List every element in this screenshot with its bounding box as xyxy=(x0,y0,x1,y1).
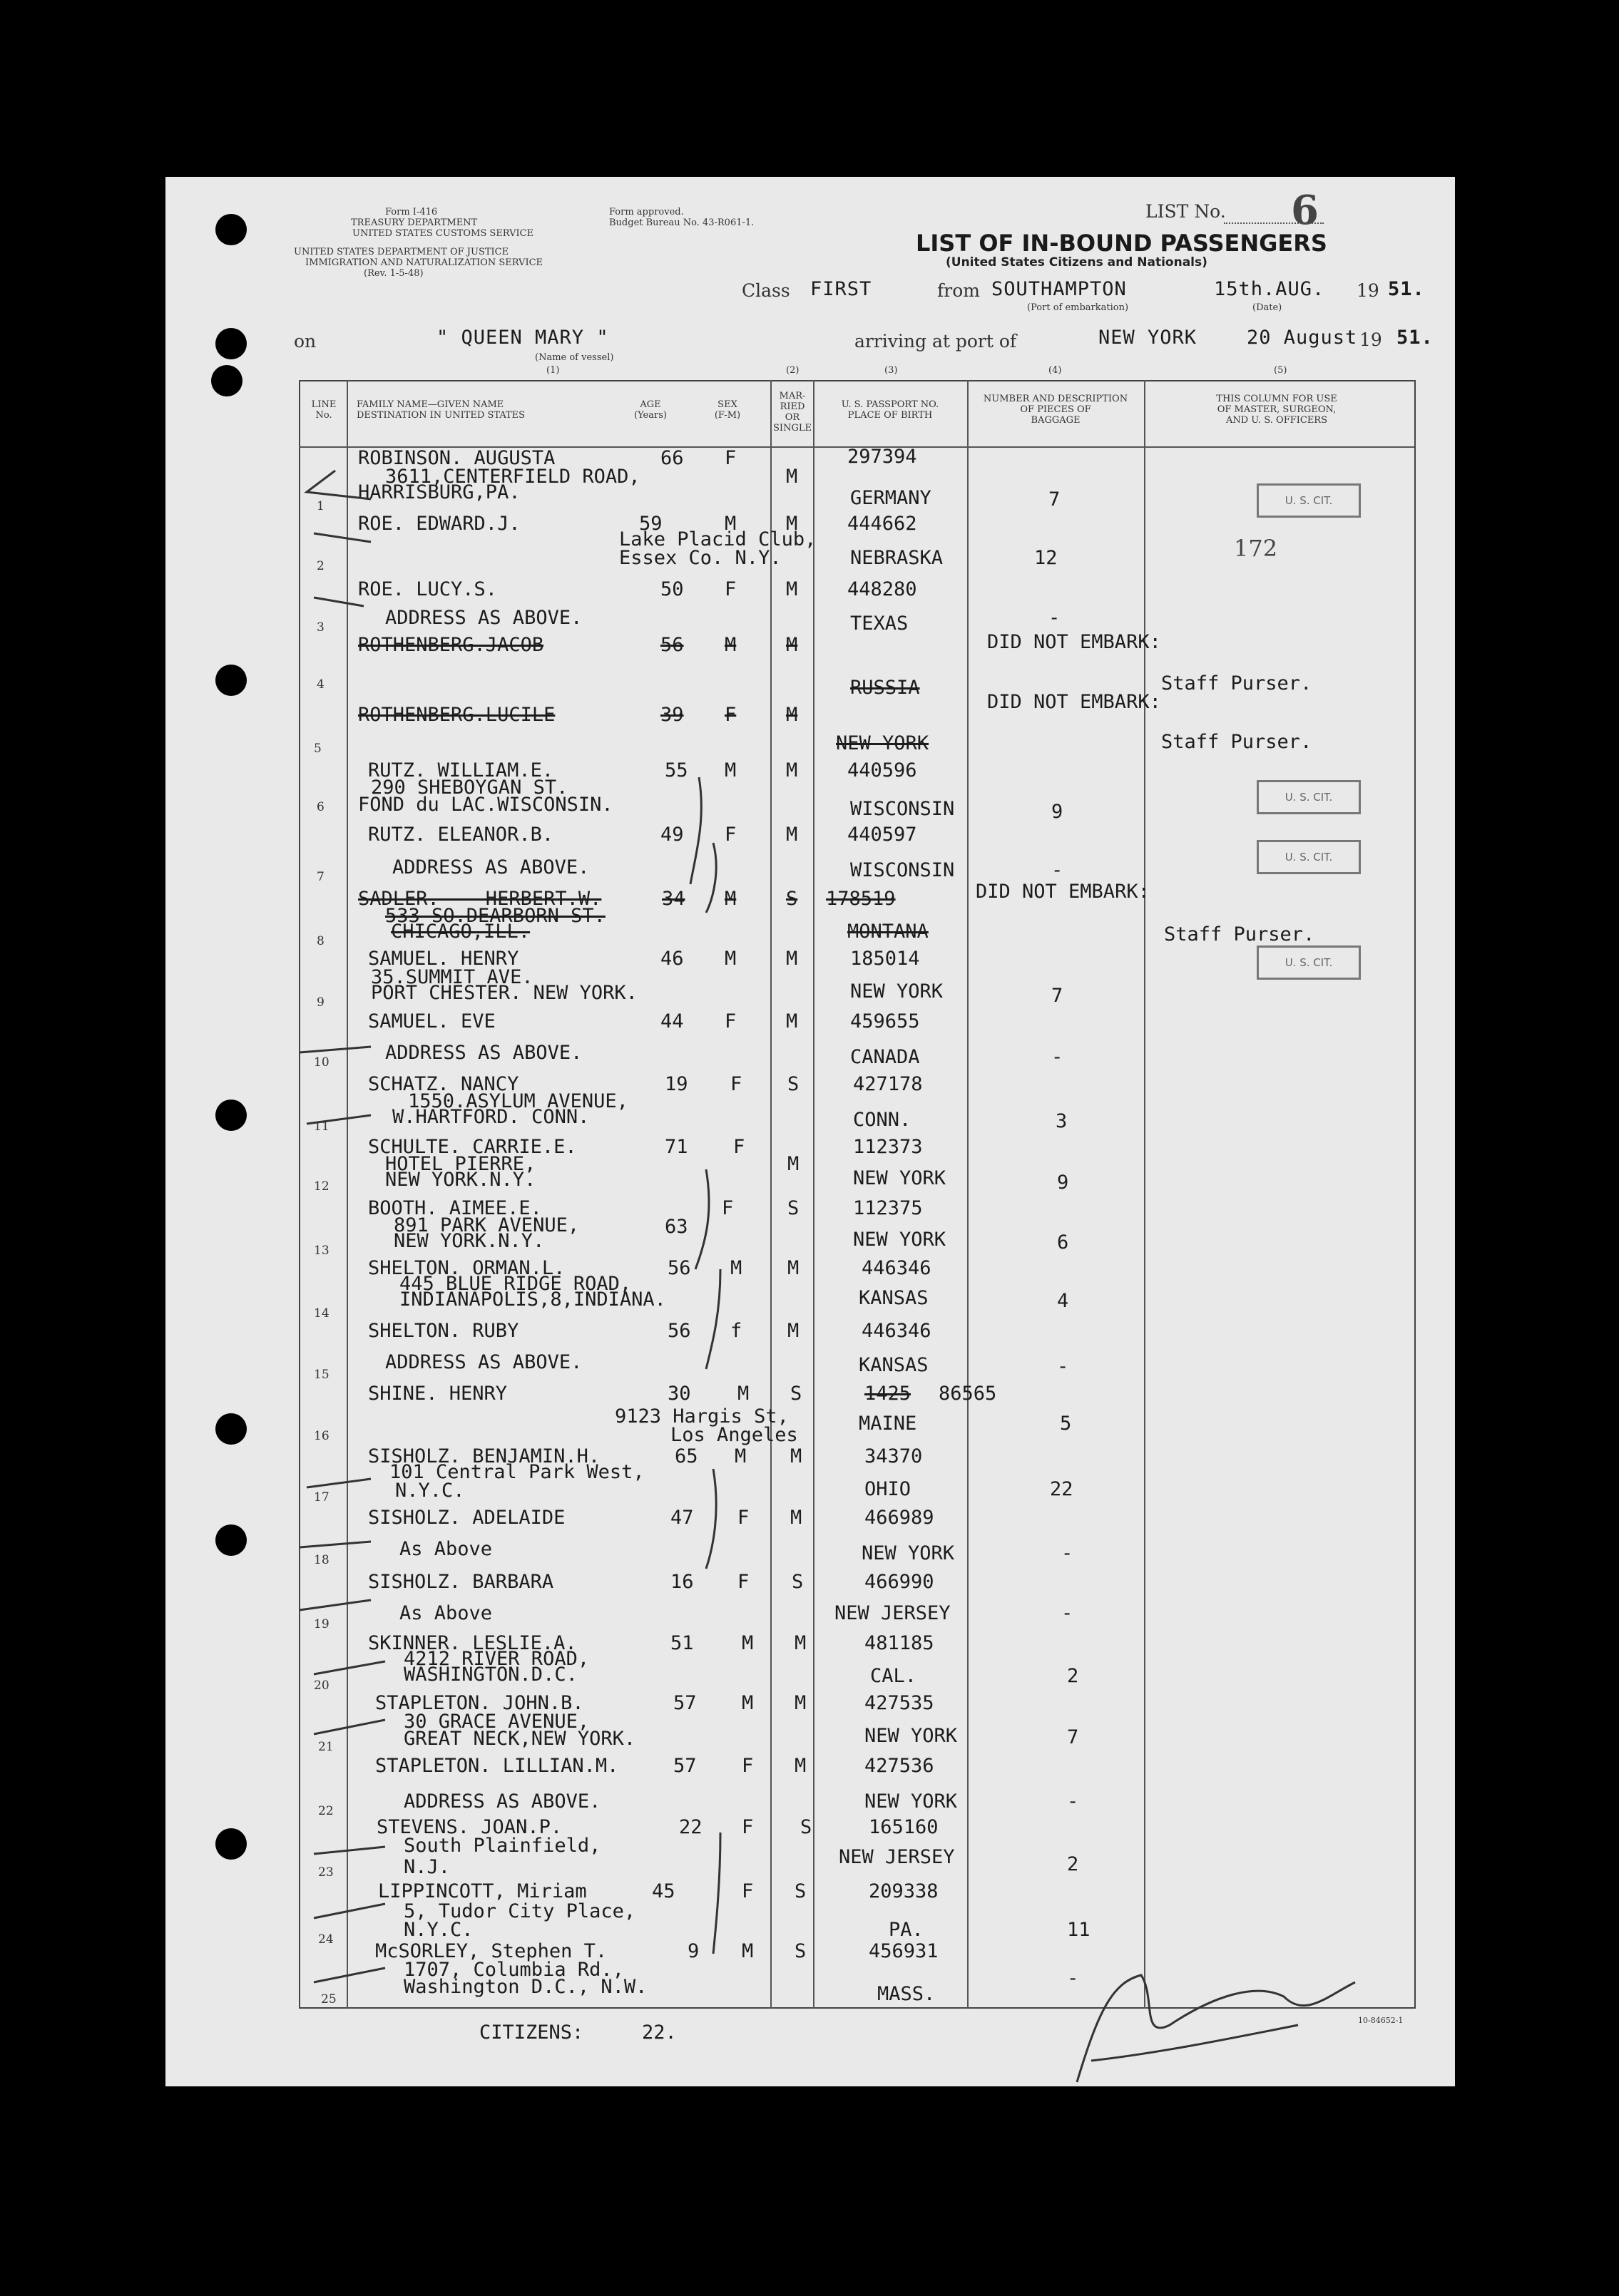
passenger-address: HOTEL PIERRE, xyxy=(385,1153,536,1175)
passenger-marital: S xyxy=(795,1880,807,1902)
line-number: 17 xyxy=(314,1490,330,1505)
passenger-age: 19 xyxy=(665,1073,688,1095)
passenger-address: 9123 Hargis St, xyxy=(615,1405,789,1428)
line-number: 18 xyxy=(314,1553,330,1567)
passenger-age: 59 xyxy=(639,513,663,535)
passport-number: 481185 xyxy=(864,1632,934,1654)
passenger-address: NEW YORK.N.Y. xyxy=(385,1169,536,1191)
passenger-marital: M xyxy=(795,1755,807,1777)
passenger-marital: S xyxy=(790,1383,802,1405)
passport-number: 427178 xyxy=(853,1073,923,1095)
passport-number: 466990 xyxy=(864,1571,934,1593)
passenger-sex: M xyxy=(725,759,737,781)
passenger-sex: F xyxy=(733,1136,745,1158)
line-number: 13 xyxy=(314,1244,330,1258)
baggage-count: 9 xyxy=(1051,801,1063,823)
passenger-marital: M xyxy=(786,513,798,535)
passenger-age: 39 xyxy=(660,704,684,726)
passenger-sex: F xyxy=(725,824,737,846)
line-number: 3 xyxy=(317,620,325,635)
passenger-address: PORT CHESTER. NEW YORK. xyxy=(371,982,638,1004)
staff-purser-note: Staff Purser. xyxy=(1161,731,1312,753)
baggage-count: 5 xyxy=(1060,1413,1072,1435)
passenger-age: 46 xyxy=(660,948,684,970)
justice-dept: UNITED STATES DEPARTMENT OF JUSTICE xyxy=(294,247,509,257)
passenger-name: SISHOLZ. ADELAIDE xyxy=(368,1507,566,1529)
arrival-year-prefix: 19 xyxy=(1359,329,1382,350)
staff-purser-note: Staff Purser. xyxy=(1161,672,1312,695)
place-of-birth: NEW YORK xyxy=(853,1167,946,1189)
passenger-address: FOND du LAC.WISCONSIN. xyxy=(358,794,613,816)
place-of-birth: GERMANY xyxy=(850,487,931,509)
did-not-embark-note: DID NOT EMBARK: xyxy=(987,631,1161,653)
line-number: 8 xyxy=(317,934,325,948)
line-number: 16 xyxy=(314,1429,330,1443)
passenger-sex: F xyxy=(742,1816,754,1838)
passenger-marital: M xyxy=(790,1507,802,1529)
passenger-age: 71 xyxy=(665,1136,688,1158)
passenger-sex: M xyxy=(725,888,737,910)
passenger-marital: S xyxy=(787,1073,800,1095)
passenger-age: 30 xyxy=(668,1383,691,1405)
passenger-name: SCHULTE. CARRIE.E. xyxy=(368,1136,577,1158)
immigration-service: IMMIGRATION AND NATURALIZATION SERVICE xyxy=(305,257,543,268)
column-number: (1) xyxy=(546,365,560,376)
class-value: FIRST xyxy=(810,278,872,300)
passenger-sex: M xyxy=(742,1692,754,1714)
passport-struck: 1425 xyxy=(864,1383,911,1405)
passenger-sex: F xyxy=(737,1571,750,1593)
passenger-marital: M xyxy=(786,824,798,846)
passenger-address: W.HARTFORD. CONN. xyxy=(392,1106,590,1128)
passenger-name: SAMUEL. EVE xyxy=(368,1010,496,1032)
arrival-year: 51. xyxy=(1396,327,1434,349)
passenger-age: 56 xyxy=(668,1320,691,1342)
passenger-age: 45 xyxy=(652,1880,675,1902)
baggage-count: 2 xyxy=(1067,1665,1079,1687)
place-of-birth: MONTANA xyxy=(847,921,929,943)
treasury-dept: TREASURY DEPARTMENT xyxy=(351,217,478,228)
passport-number: 440597 xyxy=(847,824,917,846)
passenger-name: McSORLEY, Stephen T. xyxy=(375,1940,608,1962)
passenger-address: As Above xyxy=(399,1602,493,1624)
passenger-name: SADLER.----HERBERT.W. xyxy=(358,888,602,910)
passenger-sex: F xyxy=(725,1010,737,1032)
column-number: (5) xyxy=(1274,365,1287,376)
passenger-name: SKINNER. LESLIE.A. xyxy=(368,1632,577,1654)
line-number: 25 xyxy=(321,1992,337,2007)
passenger-address: N.J. xyxy=(404,1856,451,1878)
arriving-label: arriving at port of xyxy=(854,331,1017,352)
passenger-address: Lake Placid Club, xyxy=(619,528,817,550)
passenger-marital: S xyxy=(787,1197,800,1219)
passport-number: 112375 xyxy=(853,1197,923,1219)
line-number: 4 xyxy=(317,677,325,692)
line-number: 5 xyxy=(314,742,322,756)
baggage-count: 9 xyxy=(1057,1172,1069,1194)
passenger-age: 9 xyxy=(688,1940,700,1962)
form-approved: Form approved. xyxy=(609,207,684,217)
passenger-age: 63 xyxy=(665,1216,688,1238)
baggage-count: - xyxy=(1067,1967,1079,1989)
passenger-address: Essex Co. N.Y. xyxy=(619,547,782,569)
passenger-name: ROE. EDWARD.J. xyxy=(358,513,521,535)
line-number: 21 xyxy=(318,1740,334,1754)
passport-number: 444662 xyxy=(847,513,917,535)
us-cit-stamp: U. S. CIT. xyxy=(1257,840,1361,874)
passport-number: 446346 xyxy=(862,1257,931,1279)
baggage-count: - xyxy=(1051,1046,1063,1068)
passenger-address: South Plainfield, xyxy=(404,1835,601,1857)
passenger-address: 1550.ASYLUM AVENUE, xyxy=(408,1090,628,1112)
arrival-date: 20 August xyxy=(1247,327,1358,349)
passenger-sex: M xyxy=(725,634,737,656)
place-of-birth: MAINE xyxy=(859,1413,917,1435)
passenger-name: ROTHENBERG.LUCILE xyxy=(358,704,556,726)
year-value: 51. xyxy=(1388,278,1425,300)
passenger-age: 56 xyxy=(660,634,684,656)
place-of-birth: PA. xyxy=(889,1919,924,1941)
us-cit-stamp: U. S. CIT. xyxy=(1257,483,1361,518)
passenger-address: 101 Central Park West, xyxy=(389,1461,645,1483)
baggage-count: 7 xyxy=(1051,985,1063,1007)
line-number: 6 xyxy=(317,800,325,814)
line-number: 7 xyxy=(317,870,325,884)
passport-number: 297394 xyxy=(847,446,917,468)
passenger-address: 533 SO.DEARBORN ST. xyxy=(385,905,606,927)
passenger-name: LIPPINCOTT, Miriam xyxy=(378,1880,587,1902)
customs-service: UNITED STATES CUSTOMS SERVICE xyxy=(352,228,534,239)
year-prefix: 19 xyxy=(1357,280,1379,301)
passenger-address: 3611,CENTERFIELD ROAD, xyxy=(385,466,640,488)
passenger-age: 34 xyxy=(662,888,685,910)
passenger-age: 55 xyxy=(665,759,688,781)
passenger-address: Washington D.C., N.W. xyxy=(404,1976,648,1998)
place-of-birth: NEBRASKA xyxy=(850,547,944,569)
passenger-address: HARRISBURG,PA. xyxy=(358,481,521,503)
passenger-sex: M xyxy=(725,948,737,970)
passenger-sex: F xyxy=(742,1880,754,1902)
page-title: LIST OF IN-BOUND PASSENGERS xyxy=(916,230,1327,257)
line-number: 12 xyxy=(314,1179,330,1194)
passenger-address: 35.SUMMIT AVE. xyxy=(371,966,533,988)
passenger-address: 891 PARK AVENUE, xyxy=(394,1214,580,1236)
revision: (Rev. 1-5-48) xyxy=(364,268,424,279)
baggage-count: 2 xyxy=(1067,1853,1079,1875)
passenger-sex: F xyxy=(725,578,737,600)
passport-number: 466989 xyxy=(864,1507,934,1529)
passenger-address: CHICAGO,ILL. xyxy=(391,921,531,943)
line-number: 23 xyxy=(318,1865,334,1880)
baggage-count: 7 xyxy=(1048,488,1061,511)
passenger-sex: M xyxy=(742,1940,754,1962)
page-subtitle: (United States Citizens and Nationals) xyxy=(946,255,1207,270)
passenger-age: 49 xyxy=(660,824,684,846)
passenger-sex: F xyxy=(722,1197,734,1219)
place-of-birth: NEW YORK xyxy=(836,732,929,754)
passenger-name: STEVENS. JOAN.P. xyxy=(377,1816,563,1838)
port-embark-caption: (Port of embarkation) xyxy=(1027,302,1129,313)
passenger-name: ROBINSON. AUGUSTA xyxy=(358,447,556,469)
passenger-name: SCHATZ. NANCY xyxy=(368,1073,519,1095)
passport-number: 440596 xyxy=(847,759,917,781)
line-number: 24 xyxy=(318,1932,334,1947)
passenger-address: As Above xyxy=(399,1538,493,1560)
passenger-sex: M xyxy=(735,1445,747,1467)
passenger-age: 16 xyxy=(670,1571,694,1593)
passenger-address: N.Y.C. xyxy=(395,1480,465,1502)
passport-number: 112373 xyxy=(853,1136,923,1158)
passenger-age: 65 xyxy=(675,1445,698,1467)
passenger-name: STAPLETON. JOHN.B. xyxy=(375,1692,584,1714)
col-head-passport: U. S. PASSPORT NO. PLACE OF BIRTH xyxy=(841,399,939,421)
passenger-name: SAMUEL. HENRY xyxy=(368,948,519,970)
passport-number: 456931 xyxy=(869,1940,939,1962)
passenger-name: ROTHENBERG.JACOB xyxy=(358,634,544,656)
passenger-marital: M xyxy=(786,466,798,488)
baggage-count: 7 xyxy=(1067,1726,1079,1748)
passenger-address: 30 GRACE AVENUE, xyxy=(404,1711,590,1733)
place-of-birth: NEW JERSEY xyxy=(834,1602,951,1624)
place-of-birth: CONN. xyxy=(853,1109,911,1131)
passenger-sex: F xyxy=(725,447,737,469)
form-number: Form I-416 xyxy=(385,207,438,217)
passenger-sex: F xyxy=(725,704,737,726)
place-of-birth: NEW YORK xyxy=(850,980,944,1003)
passport-number: 209338 xyxy=(869,1880,939,1902)
baggage-count: - xyxy=(1057,1355,1069,1378)
passenger-name: SISHOLZ. BARBARA xyxy=(368,1571,554,1593)
place-of-birth: TEXAS xyxy=(850,613,909,635)
passenger-address: ADDRESS AS ABOVE. xyxy=(404,1790,601,1813)
citizens-count: 22. xyxy=(642,2021,677,2044)
col-head-name: FAMILY NAME—GIVEN NAME DESTINATION IN UNITED STATES xyxy=(357,399,526,421)
arrival-port: NEW YORK xyxy=(1098,327,1197,349)
place-of-birth: RUSSIA xyxy=(850,677,920,699)
passenger-address: ADDRESS AS ABOVE. xyxy=(385,1042,583,1064)
passenger-marital: M xyxy=(786,948,798,970)
passenger-address: NEW YORK.N.Y. xyxy=(394,1230,545,1252)
place-of-birth: OHIO xyxy=(864,1478,911,1500)
passenger-marital: M xyxy=(795,1692,807,1714)
passenger-age: 57 xyxy=(673,1755,697,1777)
from-value: SOUTHAMPTON xyxy=(991,278,1127,300)
passenger-marital: M xyxy=(786,759,798,781)
budget-bureau: Budget Bureau No. 43-R061-1. xyxy=(609,217,755,228)
passenger-marital: M xyxy=(786,1010,798,1032)
col-head-officers: THIS COLUMN FOR USE OF MASTER, SURGEON, AND U. S. OFFICERS xyxy=(1216,394,1337,426)
passport-number: 446346 xyxy=(862,1320,931,1342)
place-of-birth: WISCONSIN xyxy=(850,859,955,881)
passenger-marital: M xyxy=(790,1445,802,1467)
column-number: (3) xyxy=(884,365,898,376)
form-footer-code: 10-84652-1 xyxy=(1358,2016,1404,2025)
passenger-address: WASHINGTON.D.C. xyxy=(404,1664,578,1686)
passenger-marital: S xyxy=(800,1816,812,1838)
passenger-name: ROE. LUCY.S. xyxy=(358,578,498,600)
col-head-married: MAR- RIED OR SINGLE xyxy=(773,391,812,434)
passenger-address: Los Angeles xyxy=(670,1424,798,1446)
passenger-age: 47 xyxy=(670,1507,694,1529)
place-of-birth: KANSAS xyxy=(859,1287,929,1309)
passenger-marital: M xyxy=(787,1257,800,1279)
baggage-count: - xyxy=(1061,1542,1073,1564)
vessel-name: " QUEEN MARY " xyxy=(436,327,609,349)
passport-number: 427535 xyxy=(864,1692,934,1714)
passenger-marital: M xyxy=(787,1320,800,1342)
passenger-marital: M xyxy=(786,634,798,656)
passenger-sex: M xyxy=(742,1632,754,1654)
baggage-count: - xyxy=(1061,1602,1073,1624)
line-number: 9 xyxy=(317,995,325,1010)
passenger-age: 51 xyxy=(670,1632,694,1654)
baggage-count: 11 xyxy=(1067,1919,1091,1941)
baggage-count: - xyxy=(1067,1790,1079,1813)
passenger-marital: M xyxy=(786,704,798,726)
passenger-address: ADDRESS AS ABOVE. xyxy=(385,607,583,629)
place-of-birth: CAL. xyxy=(870,1665,917,1687)
place-of-birth: NEW YORK xyxy=(853,1229,946,1251)
line-number: 1 xyxy=(317,499,325,513)
baggage-count: - xyxy=(1048,607,1061,629)
list-no-label: LIST No. xyxy=(1145,201,1226,222)
passenger-age: 22 xyxy=(679,1816,703,1838)
passenger-marital: S xyxy=(786,888,798,910)
date-caption: (Date) xyxy=(1252,302,1282,313)
passport-number: 178519 xyxy=(826,888,896,910)
passenger-address: GREAT NECK,NEW YORK. xyxy=(404,1728,636,1750)
passenger-sex: F xyxy=(730,1073,742,1095)
line-number: 20 xyxy=(314,1679,330,1693)
baggage-count: 4 xyxy=(1057,1290,1069,1312)
place-of-birth: KANSAS xyxy=(859,1354,929,1376)
passenger-name: RUTZ. ELEANOR.B. xyxy=(368,824,554,846)
vessel-caption: (Name of vessel) xyxy=(535,352,614,363)
passenger-address: ADDRESS AS ABOVE. xyxy=(392,856,590,878)
passport-number: 86565 xyxy=(939,1383,997,1405)
passenger-name: BOOTH. AIMEE.E. xyxy=(368,1197,542,1219)
passenger-address: INDIANAPOLIS,8,INDIANA. xyxy=(399,1288,666,1311)
passenger-marital: S xyxy=(792,1571,804,1593)
passenger-address: 290 SHEBOYGAN ST. xyxy=(371,777,568,799)
line-number: 11 xyxy=(314,1119,330,1134)
passenger-sex: M xyxy=(730,1257,742,1279)
passenger-age: 50 xyxy=(660,578,684,600)
passenger-address: 445 BLUE RIDGE ROAD, xyxy=(399,1273,632,1295)
place-of-birth: NEW YORK xyxy=(864,1725,958,1747)
did-not-embark-note: DID NOT EMBARK: xyxy=(976,881,1150,903)
baggage-count: 12 xyxy=(1034,547,1058,569)
baggage-count: - xyxy=(1051,859,1063,881)
us-cit-stamp: U. S. CIT. xyxy=(1257,780,1361,814)
from-label: from xyxy=(937,280,980,301)
baggage-count: 3 xyxy=(1056,1110,1068,1132)
passenger-age: 66 xyxy=(660,447,684,469)
passport-number: 165160 xyxy=(869,1816,939,1838)
passenger-name: RUTZ. WILLIAM.E. xyxy=(368,759,554,781)
on-label: on xyxy=(294,331,317,352)
passenger-address: 4212 RIVER ROAD, xyxy=(404,1648,590,1670)
passport-number: 185014 xyxy=(850,948,920,970)
baggage-count: 22 xyxy=(1050,1478,1073,1500)
line-number: 10 xyxy=(314,1055,330,1070)
citizens-label: CITIZENS: xyxy=(479,2021,584,2044)
class-label: Class xyxy=(742,280,790,301)
passenger-sex: F xyxy=(742,1755,754,1777)
passenger-address: N.Y.C. xyxy=(404,1919,474,1941)
passenger-address: 5, Tudor City Place, xyxy=(404,1900,636,1922)
annotation-172: 172 xyxy=(1234,535,1278,562)
passenger-sex: F xyxy=(737,1507,750,1529)
passenger-name: STAPLETON. LILLIAN.M. xyxy=(375,1755,619,1777)
col-head-age: AGE (Years) xyxy=(634,399,667,421)
passenger-name: SISHOLZ. BENJAMIN.H. xyxy=(368,1445,601,1467)
place-of-birth: WISCONSIN xyxy=(850,798,955,820)
passenger-age: 56 xyxy=(668,1257,691,1279)
place-of-birth: NEW YORK xyxy=(864,1790,958,1813)
passport-number: 427536 xyxy=(864,1755,934,1777)
column-number: (2) xyxy=(786,365,800,376)
passenger-marital: S xyxy=(795,1940,807,1962)
passenger-marital: M xyxy=(786,578,798,600)
baggage-count: 6 xyxy=(1057,1231,1069,1254)
line-number: 22 xyxy=(318,1804,334,1818)
passenger-sex: M xyxy=(737,1383,750,1405)
line-number: 2 xyxy=(317,559,325,573)
passenger-marital: M xyxy=(795,1632,807,1654)
col-head-baggage: NUMBER AND DESCRIPTION OF PIECES OF BAGGAGE xyxy=(983,394,1128,426)
passenger-sex: f xyxy=(730,1320,742,1342)
passenger-name: SHELTON. RUBY xyxy=(368,1320,519,1342)
column-number: (4) xyxy=(1048,365,1062,376)
passenger-name: SHINE. HENRY xyxy=(368,1383,508,1405)
passenger-name: SHELTON. ORMAN.L. xyxy=(368,1257,566,1279)
passport-number: 459655 xyxy=(850,1010,920,1032)
place-of-birth: NEW YORK xyxy=(862,1542,955,1564)
passport-number: 34370 xyxy=(864,1445,923,1467)
date-value: 15th.AUG. xyxy=(1214,278,1325,300)
place-of-birth: MASS. xyxy=(877,1983,936,2005)
us-cit-stamp: U. S. CIT. xyxy=(1257,945,1361,980)
col-head-sex: SEX (F-M) xyxy=(714,399,741,421)
passenger-age: 44 xyxy=(660,1010,684,1032)
did-not-embark-note: DID NOT EMBARK: xyxy=(987,691,1161,713)
place-of-birth: NEW JERSEY xyxy=(839,1846,955,1868)
line-number: 15 xyxy=(314,1368,330,1382)
passenger-age: 57 xyxy=(673,1692,697,1714)
line-number: 19 xyxy=(314,1617,330,1631)
passenger-marital: M xyxy=(787,1153,800,1175)
col-head-line: LINE No. xyxy=(311,399,337,421)
passenger-address: ADDRESS AS ABOVE. xyxy=(385,1351,583,1373)
staff-purser-note: Staff Purser. xyxy=(1164,923,1315,945)
passenger-sex: M xyxy=(725,513,737,535)
place-of-birth: CANADA xyxy=(850,1046,920,1068)
passenger-address: 1707, Columbia Rd., xyxy=(404,1959,624,1981)
passport-number: 448280 xyxy=(847,578,917,600)
line-number: 14 xyxy=(314,1306,330,1321)
list-no-value: 6 xyxy=(1291,187,1319,234)
